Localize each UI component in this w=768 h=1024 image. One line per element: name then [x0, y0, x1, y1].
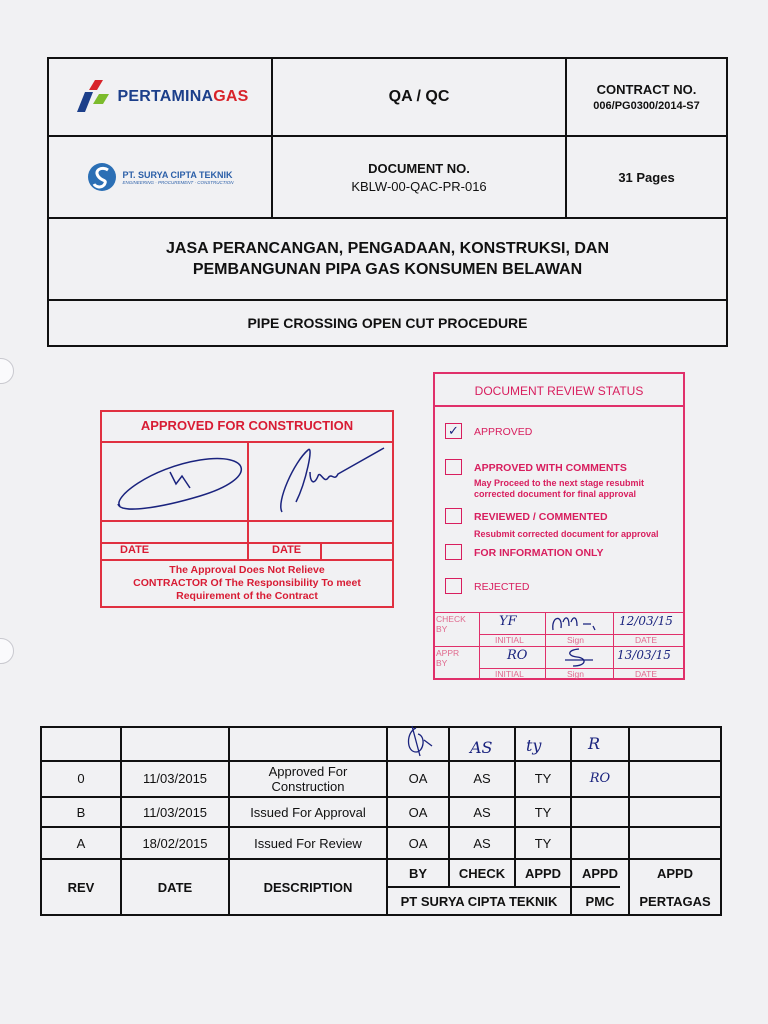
approved-with-comments-label: APPROVED WITH COMMENTS [474, 462, 627, 474]
table-cell-appd: TY [534, 804, 552, 820]
table-cell-check: AS [473, 835, 491, 851]
sign-label-2: Sign [567, 669, 585, 679]
initial-label-1: INITIAL [495, 635, 524, 645]
pmc-initials-handwritten: R [588, 734, 601, 753]
approved-with-comments-checkbox[interactable] [445, 459, 462, 475]
stamp-note-line2: CONTRACTOR Of The Responsibility To meet [133, 577, 361, 589]
header-company: PT SURYA CIPTA TEKNIK [400, 893, 558, 909]
surya-cipta-logo [49, 137, 271, 217]
signature-right [274, 442, 394, 522]
stamp-note-line1: The Approval Does Not Relieve [169, 564, 325, 576]
approved-label: APPROVED [474, 426, 533, 438]
header-description: DESCRIPTION [263, 879, 353, 895]
stamp-title: APPROVED FOR CONSTRUCTION [140, 418, 354, 433]
date-label-1: DATE [635, 635, 658, 645]
check-date-handwritten: 12/03/15 [619, 614, 673, 628]
document-number-cell [273, 137, 565, 217]
stamp-date-left: DATE [120, 544, 150, 556]
project-title-line1: JASA PERANCANGAN, PENGADAAN, KONSTRUKSI, DAN [166, 240, 609, 257]
contract-label: CONTRACT NO. [596, 82, 697, 97]
contract-number: 006/PG0300/2014-S7 [593, 100, 700, 112]
punch-hole-top [0, 358, 14, 384]
document-review-status-stamp [433, 372, 685, 680]
table-cell-check: AS [473, 771, 491, 786]
table-cell-date: 11/03/2015 [142, 804, 208, 820]
check-signature [549, 612, 611, 634]
department-cell [273, 59, 565, 135]
surya-tagline: ENGINEERING · PROCUREMENT · CONSTRUCTION [122, 179, 234, 185]
surya-logo-icon [86, 161, 118, 193]
review-status-title: DOCUMENT REVIEW STATUS [474, 384, 644, 398]
table-cell-pmc: RO [589, 771, 611, 786]
table-row: A [76, 835, 86, 851]
revision-table [40, 726, 722, 916]
header-by: BY [408, 865, 428, 881]
header-appd-3: APPD [656, 865, 694, 881]
header-appd-2: APPD [581, 865, 619, 881]
stamp-note-line3: Requirement of the Contract [176, 590, 318, 602]
table-cell-by: OA [408, 804, 428, 820]
document-header-table [47, 57, 728, 347]
initial-label-2: INITIAL [495, 669, 524, 679]
table-cell-date: 11/03/2015 [142, 771, 208, 786]
header-pmc: PMC [585, 893, 615, 909]
project-title-line2: PEMBANGUNAN PIPA GAS KONSUMEN BELAWAN [192, 261, 583, 278]
project-title-cell [49, 219, 726, 299]
table-cell-by: OA [408, 835, 428, 851]
table-cell-description: Issued For Review [254, 835, 362, 851]
contract-cell [567, 59, 726, 135]
check-initials-handwritten: AS [470, 738, 493, 757]
header-check: CHECK [458, 865, 506, 881]
signature-left [110, 448, 250, 518]
table-cell-date: 18/02/2015 [142, 835, 208, 851]
rejected-label: REJECTED [474, 581, 530, 593]
appr-date-handwritten: 13/03/15 [617, 648, 671, 662]
table-cell-description: Issued For Approval [250, 804, 366, 820]
for-information-label: FOR INFORMATION ONLY [474, 547, 604, 559]
rc-note: Resubmit corrected document for approval [474, 529, 659, 539]
table-cell-by: OA [408, 771, 428, 786]
date-label-2: DATE [635, 669, 658, 679]
header-appd-1: APPD [524, 865, 562, 881]
check-initial-handwritten: YF [499, 614, 517, 629]
table-cell-appd: TY [534, 835, 552, 851]
approved-checkbox[interactable]: ✓ [445, 423, 462, 439]
sign-label-1: Sign [567, 635, 585, 645]
appr-signature [559, 646, 599, 668]
page-count: 31 Pages [618, 169, 675, 185]
document-number: KBLW-00-QAC-PR-016 [351, 178, 487, 194]
table-row: 0 [77, 771, 85, 786]
table-cell-check: AS [473, 804, 491, 820]
document-label: DOCUMENT NO. [368, 160, 470, 176]
stamp-date-right: DATE [272, 544, 302, 556]
pertamina-gas-logo [49, 59, 271, 135]
surya-company-name: PT. SURYA CIPTA TEKNIK [122, 169, 233, 180]
pertamina-gas-wordmark: PERTAMINAGAS [117, 88, 249, 105]
reviewed-commented-label: REVIEWED / COMMENTED [474, 511, 608, 523]
awc-note: May Proceed to the next stage resubmit corrected document for final approval [474, 478, 645, 499]
procedure-title: PIPE CROSSING OPEN CUT PROCEDURE [247, 315, 528, 331]
check-by-label: CHECK BY [436, 614, 466, 634]
department-label: QA / QC [388, 88, 450, 105]
appd-initials-handwritten: ty [526, 736, 542, 755]
by-initials-signature [398, 724, 438, 758]
table-cell-appd: TY [534, 771, 552, 786]
header-rev: REV [67, 879, 95, 895]
rejected-checkbox[interactable] [445, 578, 462, 594]
for-information-checkbox[interactable] [445, 544, 462, 560]
reviewed-commented-checkbox[interactable] [445, 508, 462, 524]
table-cell-description: Approved For Construction [268, 763, 348, 794]
approved-for-construction-stamp [100, 410, 394, 608]
header-date: DATE [157, 879, 193, 895]
pertamina-logo-icon [71, 80, 111, 114]
pages-cell [567, 137, 726, 217]
table-row: B [76, 804, 86, 820]
review-signoff-grid [433, 612, 685, 680]
appr-by-label: APPR BY [436, 648, 460, 668]
procedure-title-cell [49, 301, 726, 345]
header-pertagas: PERTAGAS [639, 893, 711, 909]
punch-hole-bottom [0, 638, 14, 664]
appr-initial-handwritten: RO [507, 648, 528, 663]
